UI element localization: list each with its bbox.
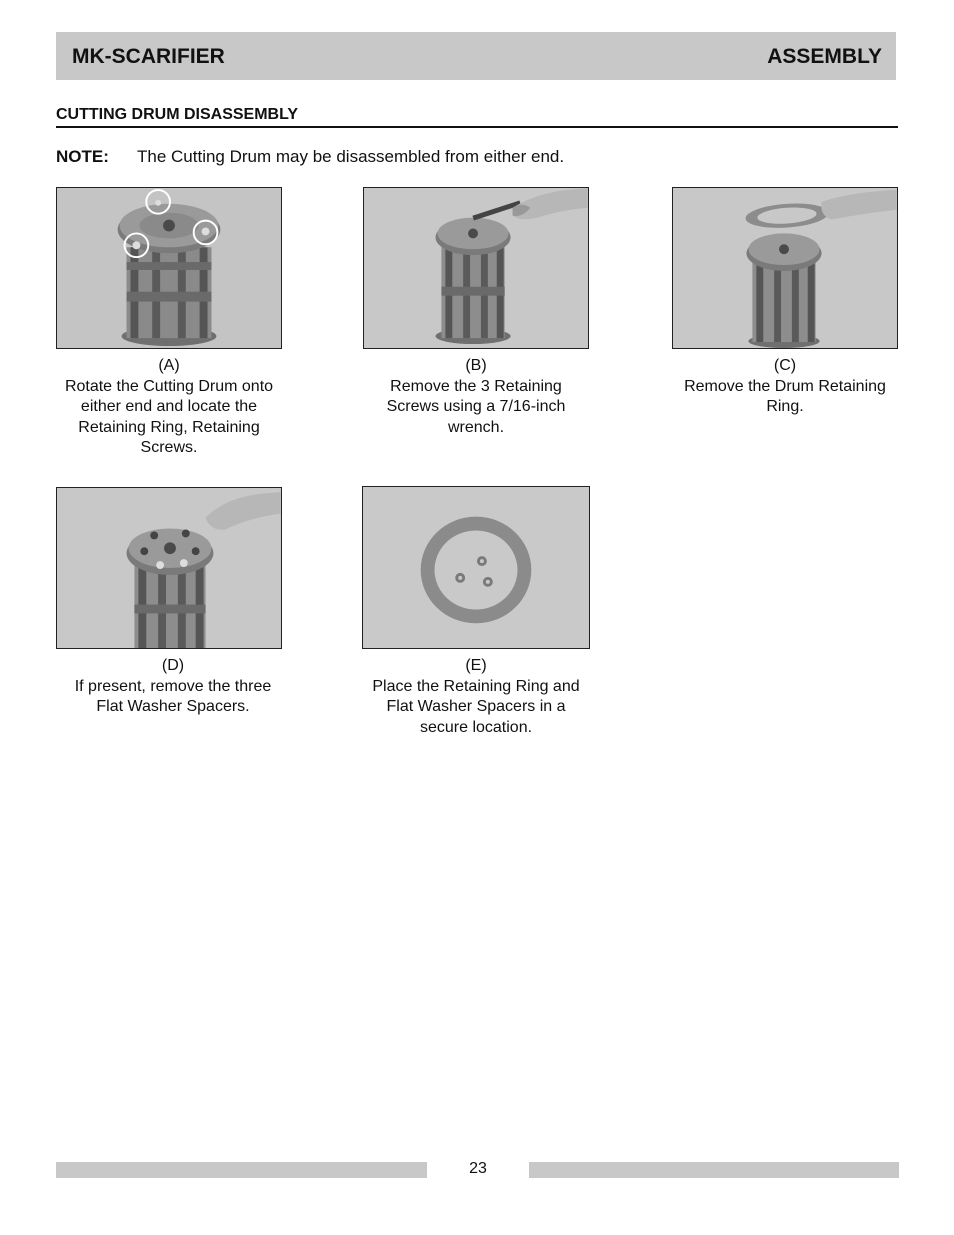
- step-letter: (D): [161, 657, 185, 674]
- note-text: The Cutting Drum may be disassembled from either end.: [137, 147, 565, 166]
- washer-spacer-removal-illustration: [57, 488, 281, 648]
- retaining-ring-washers-illustration: [363, 487, 589, 648]
- photo-step-b: [363, 187, 589, 349]
- step-text-line: Screws.: [140, 439, 198, 456]
- drum-ring-removal-illustration: [673, 188, 897, 348]
- step-text-line: Retaining Ring, Retaining: [78, 418, 260, 436]
- step-text-line: Rotate the Cutting Drum onto: [64, 377, 274, 395]
- footer-bar-right: [529, 1162, 899, 1178]
- page-number: 23: [469, 1160, 487, 1177]
- step-letter: (C): [773, 357, 797, 374]
- caption-step-a: [56, 356, 282, 459]
- header-bar: [56, 32, 896, 80]
- step-letter: (E): [465, 657, 487, 674]
- step-text-line: If present, remove the three: [74, 677, 272, 695]
- photo-step-c: [672, 187, 898, 349]
- drum-wrench-illustration: [364, 188, 588, 348]
- caption-step-e: [363, 656, 589, 738]
- header-product-title: MK-SCARIFIER: [72, 45, 225, 68]
- step-text-line: Ring.: [766, 398, 804, 415]
- step-text-line: Remove the 3 Retaining: [390, 377, 562, 395]
- section-divider: [56, 126, 898, 128]
- section-title: CUTTING DRUM DISASSEMBLY: [56, 106, 299, 123]
- step-text-line: either end and locate the: [80, 398, 258, 415]
- caption-step-b: [363, 356, 589, 438]
- cutting-drum-illustration: [57, 188, 281, 348]
- photo-step-a: [56, 187, 282, 349]
- step-letter: (A): [158, 357, 180, 374]
- caption-step-d: [60, 656, 286, 718]
- photo-step-e: [362, 486, 590, 649]
- caption-step-c: [672, 356, 898, 418]
- step-text-line: Remove the Drum Retaining: [684, 377, 886, 395]
- step-text-line: secure location.: [419, 718, 533, 736]
- header-section-title: ASSEMBLY: [767, 45, 882, 68]
- step-text-line: Flat Washer Spacers.: [96, 698, 250, 715]
- footer-bar-left: [56, 1162, 427, 1178]
- step-text-line: Flat Washer Spacers in a: [386, 698, 566, 715]
- step-text-line: wrench.: [447, 418, 505, 436]
- photo-step-d: [56, 487, 282, 649]
- note-label: NOTE:: [56, 147, 109, 166]
- step-letter: (B): [465, 357, 487, 374]
- step-text-line: Screws using a 7/16-inch: [386, 398, 566, 415]
- step-text-line: Place the Retaining Ring and: [372, 677, 580, 695]
